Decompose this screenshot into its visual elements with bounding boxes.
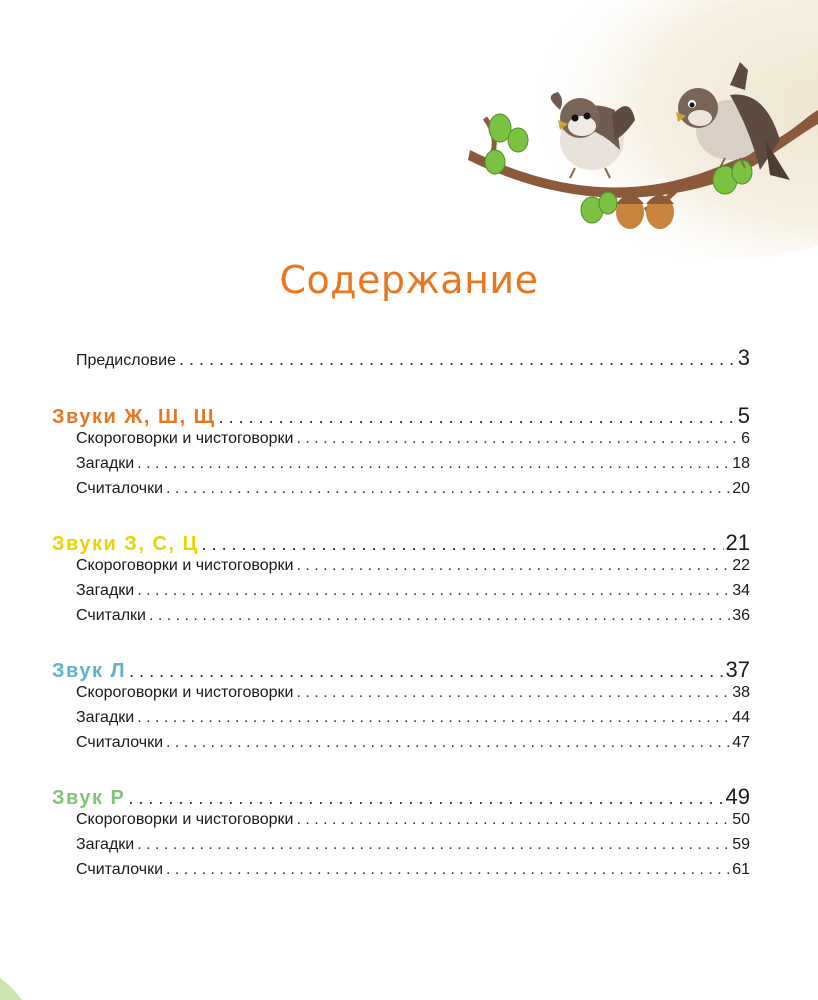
toc-entry[interactable] [76, 861, 750, 887]
toc-page-number: 20 [732, 480, 750, 497]
toc-entry-preface[interactable] [76, 345, 750, 371]
toc-section-label: Звуки З, С, Ц [52, 533, 199, 555]
toc-entry-label: Считалки [76, 607, 146, 624]
toc-entry-label: Считалочки [76, 734, 164, 751]
toc-page-number: 59 [732, 836, 750, 853]
toc-page-number: 18 [732, 455, 750, 472]
toc-page-number: 3 [737, 345, 750, 370]
toc-section-label: Звук Л [52, 660, 127, 682]
toc-section-sounds-zh-sh-shch[interactable] [52, 403, 750, 433]
dot-leader [129, 661, 723, 682]
toc-entry[interactable] [76, 430, 750, 456]
toc-entry-label: Предисловие [76, 352, 176, 369]
toc-page-number: 34 [732, 582, 750, 599]
toc-page-number: 49 [725, 784, 750, 809]
dot-leader [137, 582, 730, 600]
toc-entry-label: Скороговорки и чистоговорки [76, 557, 294, 574]
toc-page-number: 50 [732, 811, 750, 828]
toc-entry-label: Скороговорки и чистоговорки [76, 430, 294, 447]
toc-entry-label: Загадки [76, 455, 135, 472]
dot-leader [137, 455, 730, 473]
toc-page-number: 44 [732, 709, 750, 726]
dot-leader [296, 684, 730, 702]
toc-page-number: 37 [725, 657, 750, 682]
dot-leader [166, 734, 730, 752]
page-title: Содержание [279, 258, 539, 302]
toc-page-number: 61 [732, 861, 750, 878]
toc-entry[interactable] [76, 582, 750, 608]
toc-section-label: Звук Р [52, 787, 126, 809]
dot-leader [166, 861, 730, 879]
toc-entry-label: Скороговорки и чистоговорки [76, 811, 294, 828]
dot-leader [296, 557, 730, 575]
toc-page-number: 21 [725, 530, 750, 555]
dot-leader [128, 788, 723, 809]
dot-leader [296, 811, 730, 829]
dot-leader [137, 836, 730, 854]
toc-entry-label: Считалочки [76, 480, 164, 497]
toc-entry-label: Загадки [76, 582, 135, 599]
dot-leader [166, 480, 730, 498]
toc-page-number: 47 [732, 734, 750, 751]
dot-leader [202, 534, 724, 555]
dot-leader [296, 430, 739, 448]
toc-entry-label: Загадки [76, 709, 135, 726]
toc-page-number: 22 [732, 557, 750, 574]
toc-page-number: 38 [732, 684, 750, 701]
dot-leader [179, 349, 736, 370]
toc-page-number: 5 [737, 403, 750, 428]
toc-entry[interactable] [76, 607, 750, 633]
toc-entry[interactable] [76, 557, 750, 583]
toc-entry-label: Считалочки [76, 861, 164, 878]
toc-entry[interactable] [76, 684, 750, 710]
toc-entry[interactable] [76, 455, 750, 481]
toc-section-sound-r[interactable] [52, 784, 750, 814]
toc-entry[interactable] [76, 709, 750, 735]
dot-leader [137, 709, 730, 727]
toc-entry[interactable] [76, 480, 750, 506]
toc-page-number: 6 [741, 430, 750, 447]
dot-leader [219, 407, 736, 428]
toc-entry[interactable] [76, 811, 750, 837]
dot-leader [149, 607, 730, 625]
toc-entry[interactable] [76, 836, 750, 862]
toc-entry-label: Скороговорки и чистоговорки [76, 684, 294, 701]
toc-section-sounds-z-s-ts[interactable] [52, 530, 750, 560]
toc-entry[interactable] [76, 734, 750, 760]
toc-section-label: Звуки Ж, Ш, Щ [52, 406, 216, 428]
toc-page-number: 36 [732, 607, 750, 624]
toc-entry-label: Загадки [76, 836, 135, 853]
toc-section-sound-l[interactable] [52, 657, 750, 687]
